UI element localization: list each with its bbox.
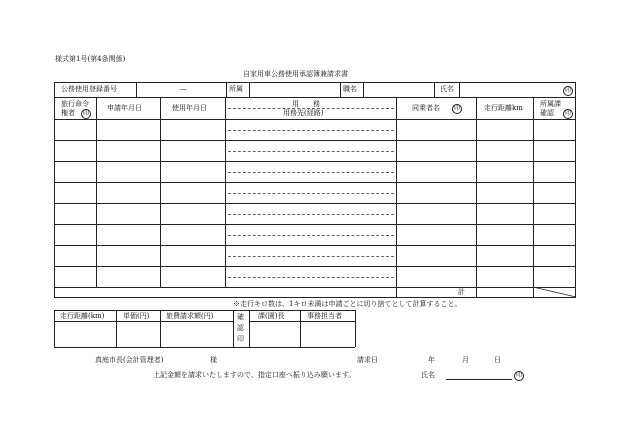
summary-amount-label: 旅費請求額(円) [166,312,214,320]
name-field[interactable] [460,83,560,97]
officer-seal-field[interactable] [301,322,355,347]
confirm-seal-label-2: 認 [237,324,244,332]
summary-distance-label: 走行距離(km) [60,312,105,320]
footer-request-text: 上記金額を請求いたしますので、指定口座へ振り込み願います。 [153,371,356,379]
col-section-confirm-l2: 確認 [540,109,554,117]
col-apply-date: 申請年月日 [107,104,142,112]
confirm-seal-label-3: 印 [237,335,244,343]
section-seal-mark: 印 [564,110,571,117]
table-row[interactable] [55,183,575,203]
summary-officer-label: 事務担当者 [307,312,342,320]
footer-month: 月 [462,356,469,364]
summary-distance-field[interactable] [55,322,116,347]
col-business-l2: 用務先(経路) [283,109,324,117]
post-label: 職名 [343,85,357,93]
col-use-date: 使用年月日 [172,104,207,112]
table-row[interactable] [55,120,575,140]
summary-amount-field[interactable] [161,322,233,347]
total-distance-field[interactable] [477,288,533,297]
footer-year: 年 [428,356,435,364]
footer-sama: 様 [210,356,217,364]
col-section-confirm-l1: 所属課 [540,100,561,108]
table-row[interactable] [55,225,575,245]
header-seal-mark: 印 [564,87,571,94]
table-row[interactable] [55,246,575,266]
manager-seal-field[interactable] [250,322,300,347]
col-approver-l2: 権者 [61,109,75,117]
form-number: 様式第1号(第4条関係) [55,55,126,63]
note-text: ※走行キロ数は、1キロ未満は申請ごとに切り捨てとして計算すること。 [233,300,462,308]
footer-addressee: 真庭市長(会計管理者) [95,356,164,364]
summary-unit-price-label: 単価(円) [123,312,150,320]
col-passenger: 同乗者名 [412,104,440,112]
footer-name-field[interactable] [446,368,512,380]
total-diagonal [533,287,576,298]
footer-seal-mark: 印 [515,372,522,379]
form-title: 自家用車公務使用承認簿兼請求書 [243,70,348,78]
table-row[interactable] [55,162,575,182]
summary-manager-label: 課(園)長 [258,312,285,320]
name-label: 氏名 [440,85,454,93]
reg-no-label: 公務使用登録番号 [61,85,117,93]
col-approver-l1: 旅行命令 [61,100,89,108]
col-business-l1: 用 務 [292,100,320,108]
passenger-seal-mark: 印 [453,105,460,112]
table-row[interactable] [55,267,575,287]
table-row[interactable] [55,204,575,224]
dept-field[interactable] [250,83,340,97]
confirm-seal-label-1: 確 [237,313,244,321]
summary-unit-price-field[interactable] [117,322,160,347]
footer-name-label: 氏名 [421,371,435,379]
footer-day: 日 [494,356,501,364]
footer-request-date-label: 請求日 [357,356,378,364]
post-field[interactable] [364,83,434,97]
table-row[interactable] [55,141,575,161]
total-label: 計 [458,288,465,296]
reg-no-dash: — [180,85,187,93]
col-distance: 走行距離km [484,104,523,112]
approver-seal-mark: 印 [82,110,89,117]
dept-label: 所属 [229,85,243,93]
